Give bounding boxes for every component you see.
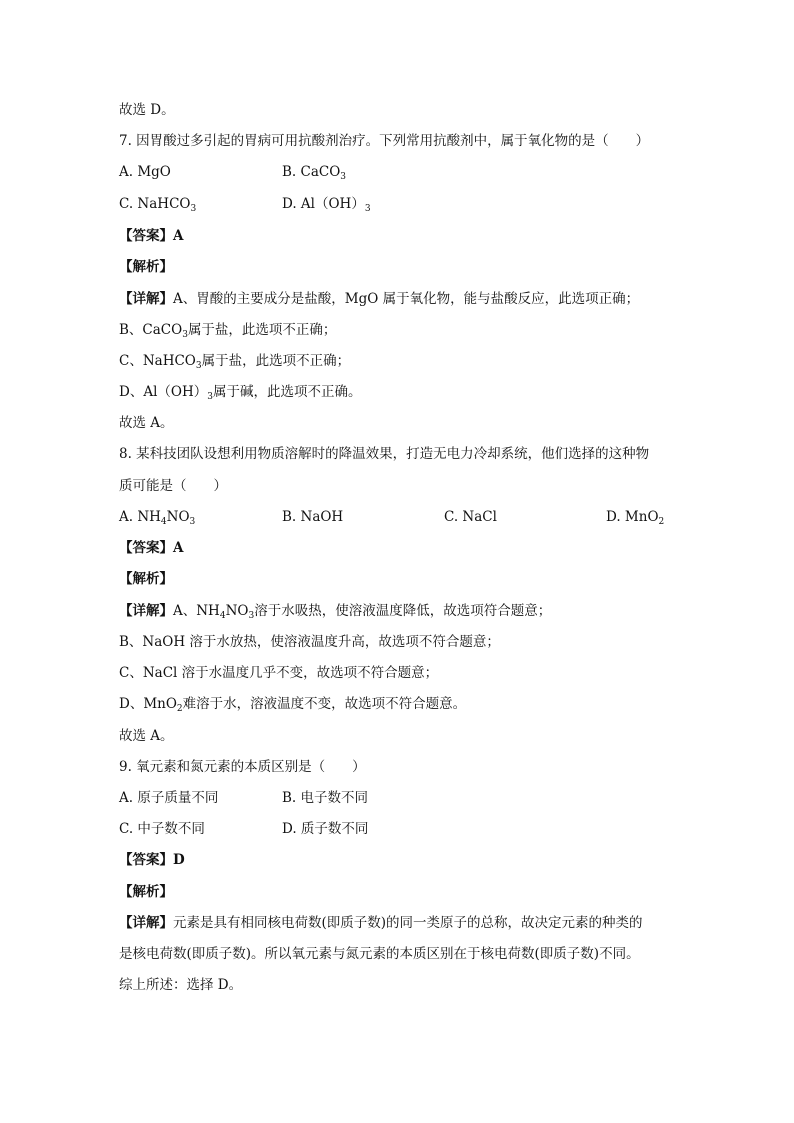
q9-option-a: A. 原子质量不同	[119, 790, 219, 806]
q7-detail-d: D、$Al(OH)_3$属于碱，此选项不正确。	[119, 384, 362, 402]
q8-option-a: A. $NH_4NO_3$	[119, 509, 196, 527]
q8-option-b: B. NaOH	[282, 509, 344, 525]
q9-detail-line1: 【详解】元素是具有相同核电荷数(即质子数)的同一类原子的总称，故决定元素的种类的	[119, 915, 643, 931]
q9-answer: 【答案】D	[119, 852, 185, 868]
q9-option-c: C. 中子数不同	[119, 821, 205, 837]
q8-detail-d: D、MnO$_2$难溶于水，溶液温度不变，故选项不符合题意。	[119, 696, 467, 714]
q8-option-d: D. MnO$_2$	[606, 509, 665, 527]
q9-detail-line2: 是核电荷数(即质子数)。所以氧元素与氮元素的本质区别在于核电荷数(即质子数)不同。	[119, 946, 640, 962]
q8-option-c: C. NaCl	[444, 509, 497, 525]
q8-analysis-heading: 【解析】	[119, 571, 173, 587]
q9-stem: 9. 氧元素和氮元素的本质区别是（ ）	[119, 759, 366, 775]
q7-option-c: C. NaHCO$_3$	[119, 196, 197, 214]
q9-option-d: D. 质子数不同	[282, 821, 369, 837]
q7-conclusion: 故选 A。	[119, 415, 174, 431]
q9-option-b: B. 电子数不同	[282, 790, 369, 806]
q7-answer: 【答案】A	[119, 228, 184, 244]
q7-option-b: B. CaCO$_3$	[282, 164, 347, 182]
q7-option-a: A. MgO	[119, 164, 171, 180]
q9-analysis-heading: 【解析】	[119, 884, 173, 900]
q7-option-d: D. $Al(OH)_3$	[282, 196, 371, 214]
q7-analysis-heading: 【解析】	[119, 259, 173, 275]
q8-detail-b: B、NaOH 溶于水放热，使溶液温度升高，故选项不符合题意；	[119, 634, 500, 650]
q7-detail-a: 【详解】A、胃酸的主要成分是盐酸，MgO 属于氧化物，能与盐酸反应，此选项正确；	[119, 291, 640, 307]
q8-answer: 【答案】A	[119, 540, 184, 556]
q6-conclusion: 故选 D。	[119, 102, 175, 118]
q7-detail-b: B、CaCO$_3$属于盐，此选项不正确；	[119, 322, 337, 340]
q7-stem: 7. 因胃酸过多引起的胃病可用抗酸剂治疗。下列常用抗酸剂中，属于氧化物的是（ ）	[119, 133, 650, 149]
q7-detail-c: C、NaHCO$_3$属于盐，此选项不正确；	[119, 353, 351, 371]
q8-detail-c: C、NaCl 溶于水温度几乎不变，故选项不符合题意；	[119, 665, 439, 681]
q8-stem-line2: 质可能是（ ）	[119, 478, 227, 494]
q8-stem-line1: 8. 某科技团队设想利用物质溶解时的降温效果，打造无电力冷却系统，他们选择的这种物	[119, 446, 650, 462]
q8-conclusion: 故选 A。	[119, 728, 174, 744]
q9-summary: 综上所述：选择 D。	[119, 977, 243, 993]
q8-detail-a: 【详解】A、$NH_4NO_3$溶于水吸热，使溶液温度降低，故选项符合题意；	[119, 603, 552, 621]
